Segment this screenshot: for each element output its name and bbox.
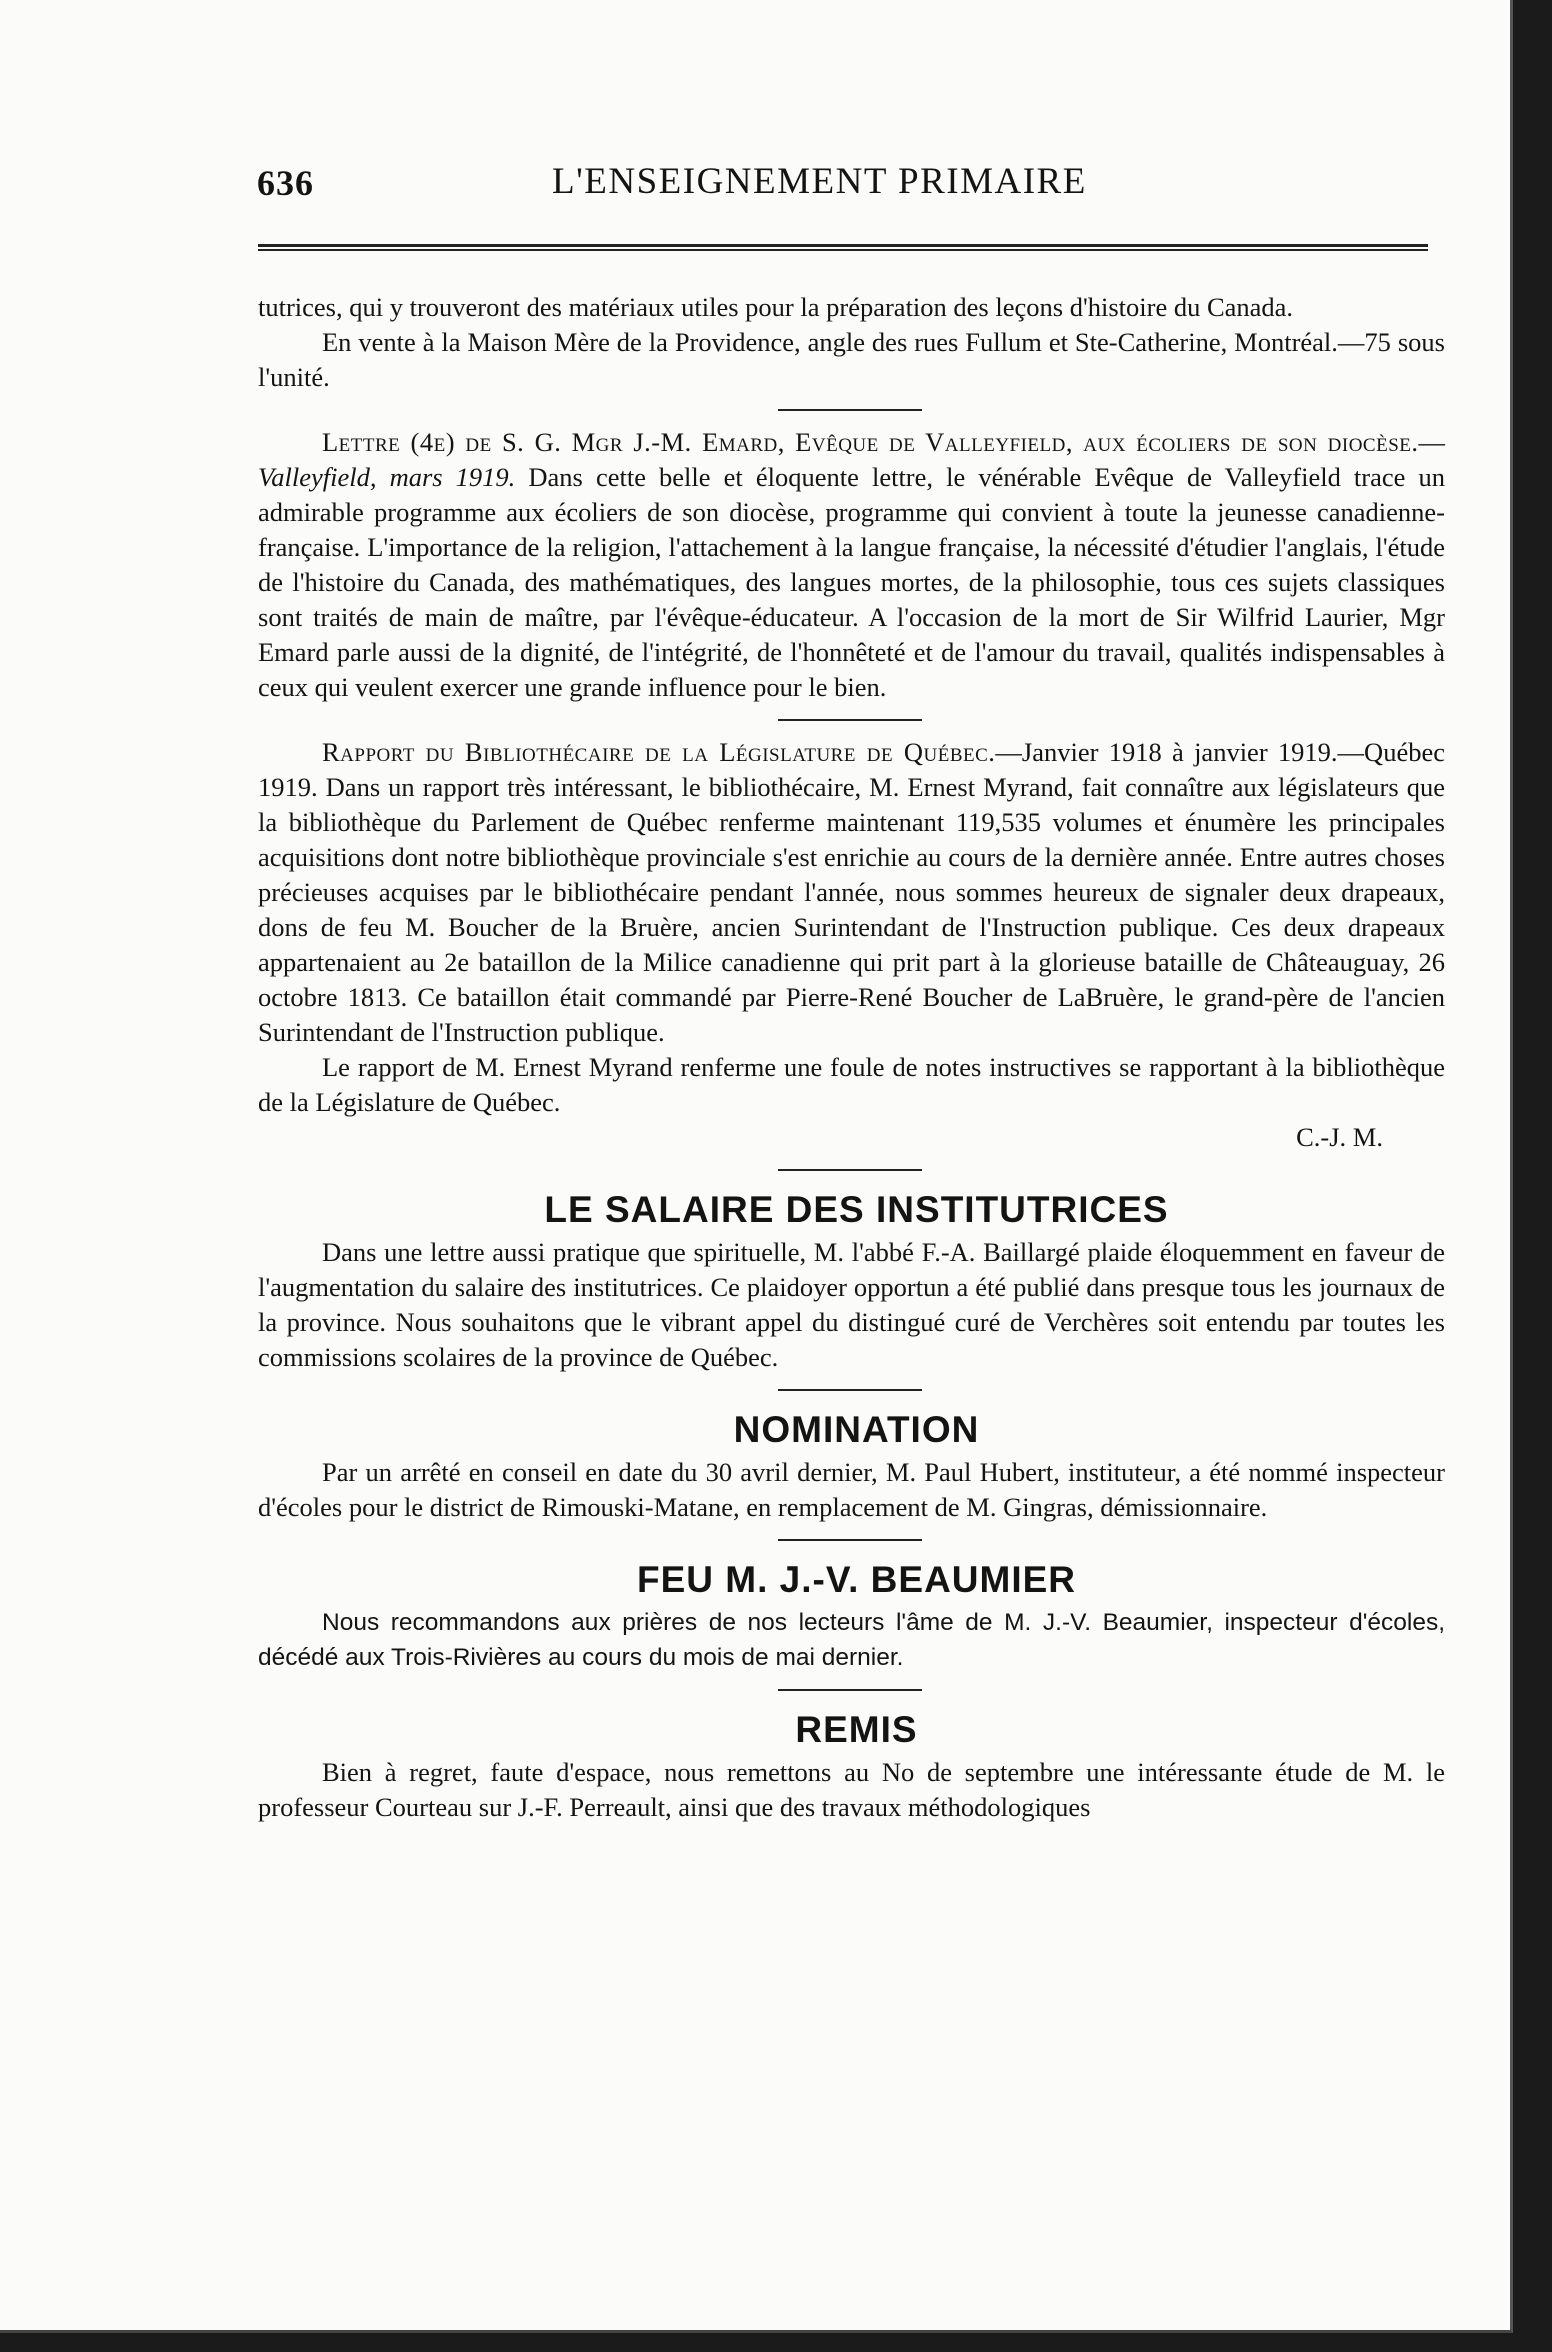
page-number: 636 <box>257 163 314 203</box>
remis-body: Bien à regret, faute d'espace, nous remettons au No de septembre une intéressante étude de M. le professeur Courteau sur J.-F. Perreault, ainsi que des travaux méthodologiques <box>258 1757 1445 1822</box>
emard-letter-review: Lettre (4e) de S. G. Mgr J.-M. Emard, Evêque de Valleyfield, aux écoliers de son diocèse.—Valleyfield, mars 1919. Dans cette belle et éloquente lettre, le vénérable Evêque de Valleyfield trace un admirable programme aux écoliers de son diocèse, programme qui convient à toute la jeunesse canadienne-française. L'importance de la religion, l'attachement à la langue française, la nécessité d'étudier l'anglais, l'étude de l'histoire du Canada, des mathématiques, des langues mortes, de la philosophie, tous ces sujets classiques sont traités de main de maître, par l'évêque-éducateur. A l'occasion de la mort de Sir Wilfrid Laurier, Mgr Emard parle aussi de la dignité, de l'intégrité, de l'honnêteté et de l'amour du travail, qualités indispensables à ceux qui veulent exercer une grande influence pour le bien. <box>258 427 1445 702</box>
section-divider <box>778 409 922 411</box>
beaumier-heading: FEU M. J.-V. BEAUMIER <box>636 1559 1077 1600</box>
remis-heading: REMIS <box>795 1709 918 1750</box>
emard-letter-title: Lettre (4e) de S. G. Mgr J.-M. Emard, Evêque de Valleyfield, aux écoliers de son diocèse. <box>322 427 1419 457</box>
nomination-body: Par un arrêté en conseil en date du 30 avril dernier, M. Paul Hubert, instituteur, a été nommé inspecteur d'écoles pour le district de Rimouski-Matane, en remplacement de M. Gingras, démissionnaire. <box>258 1457 1445 1522</box>
library-report-review <box>258 735 1445 1050</box>
emard-letter-dateline: Valleyfield, mars 1919. <box>258 462 516 492</box>
sale-notice-paragraph: En vente à la Maison Mère de la Providence, angle des rues Fullum et Ste-Catherine, Montréal.—75 sous l'unité. <box>258 327 1445 392</box>
library-report-closing: Le rapport de M. Ernest Myrand renferme une foule de notes instructives se rapportant à la bibliothèque de la Législature de Québec. <box>258 1052 1445 1117</box>
library-report-title: Rapport du Bibliothécaire de la Législature de Québec. <box>322 737 996 767</box>
beaumier-body: Nous recommandons aux prières de nos lecteurs l'âme de M. J.-V. Beaumier, inspecteur d'écoles, décédé aux Trois-Rivières au cours du mois de mai dernier. <box>258 1609 1445 1671</box>
article-column <box>258 290 1445 1825</box>
section-divider <box>778 719 922 721</box>
library-report-body: —Janvier 1918 à janvier 1919.—Québec 1919. Dans un rapport très intéressant, le bibliothécaire, M. Ernest Myrand, fait connaître aux législateurs que la bibliothèque du Parlement de Québec renferme maintenant 119,535 volumes et énumère les principales acquisitions dont notre bibliothèque provinciale s'est enrichie au cours de la dernière année. Entre autres choses précieuses acquises par le bibliothécaire pendant l'année, nous sommes heureux de signaler deux drapeaux, dons de feu M. Boucher de la Bruère, ancien Surintendant de l'Instruction publique. Ces deux drapeaux appartenaient au 2e bataillon de la Milice canadienne qui prit part à la glorieuse bataille de Châteauguay, 26 octobre 1813. Ce bataillon était commandé par Pierre-René Boucher de LaBruère, le grand-père de l'ancien Surintendant de l'Instruction publique. <box>258 737 1445 1047</box>
continued-paragraph: tutrices, qui y trouveront des matériaux utiles pour la préparation des leçons d'histoire du Canada. <box>258 292 1294 322</box>
header-rule <box>258 244 1428 251</box>
running-title: L'ENSEIGNEMENT PRIMAIRE <box>552 161 1087 202</box>
emard-letter-body: Dans cette belle et éloquente lettre, le vénérable Evêque de Valleyfield trace un admirable programme aux écoliers de son diocèse, programme qui convient à toute la jeunesse canadienne-française. L'importance de la religion, l'attachement à la langue française, la nécessité d'étudier l'anglais, l'étude de l'histoire du Canada, des mathématiques, des langues mortes, de la philosophie, tous ces sujets classiques sont traités de main de maître, par l'évêque-éducateur. A l'occasion de la mort de Sir Wilfrid Laurier, Mgr Emard parle aussi de la dignité, de l'intégrité, de l'honnêteté et de l'amour du travail, qualités indispensables à ceux qui veulent exercer une grande influence pour le bien. <box>258 462 1445 702</box>
section-divider <box>778 1539 922 1541</box>
page-header <box>257 150 1437 202</box>
salaire-body: Dans une lettre aussi pratique que spirituelle, M. l'abbé F.-A. Baillargé plaide éloquemment en faveur de l'augmentation du salaire des institutrices. Ce plaidoyer opportun a été publié dans presque tous les journaux de la province. Nous souhaitons que le vibrant appel du distingué curé de Verchères soit entendu par toutes les commissions scolaires de la province de Québec. <box>258 1237 1445 1372</box>
section-divider <box>778 1689 922 1691</box>
section-divider <box>778 1389 922 1391</box>
salaire-heading: LE SALAIRE DES INSTITUTRICES <box>544 1189 1169 1230</box>
nomination-heading: NOMINATION <box>733 1409 980 1450</box>
author-signature: C.-J. M. <box>1296 1122 1383 1152</box>
section-divider <box>778 1169 922 1171</box>
